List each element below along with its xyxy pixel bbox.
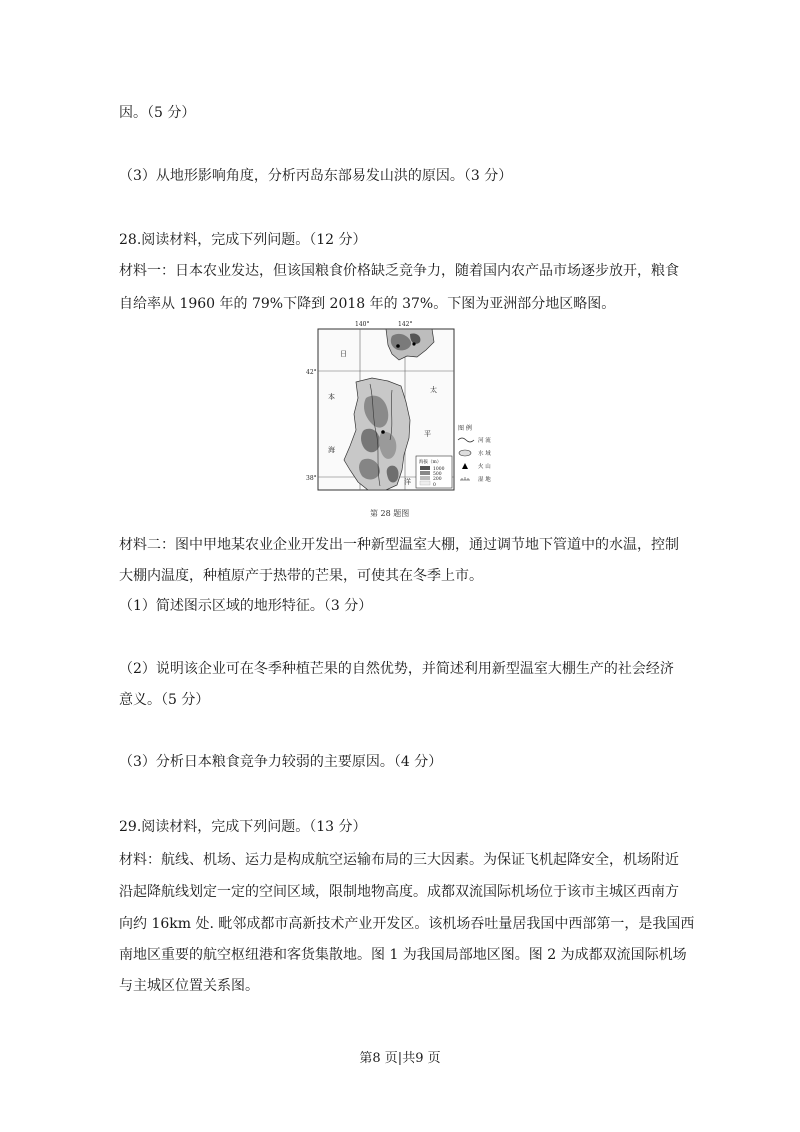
text-line: （2）说明该企业可在冬季种植芒果的自然优势，并简述利用新型温室大棚生产的社会经济 <box>119 661 674 677</box>
text-line: 意义。（5 分） <box>119 692 210 708</box>
svg-text:图 例: 图 例 <box>458 425 472 432</box>
lat-label: 42° <box>306 369 317 376</box>
lon-label: 140° <box>355 321 370 328</box>
lon-label: 142° <box>398 321 413 328</box>
text-line: 南地区重要的航空枢纽港和客货集散地。图 1 为我国局部地区图。图 2 为成都双流国际机场 <box>119 947 687 963</box>
map-figure <box>306 320 502 520</box>
sea-label: 洋 <box>404 478 411 486</box>
volcano-icon <box>462 463 468 469</box>
text-line: 29.阅读材料，完成下列问题。（13 分） <box>119 819 367 835</box>
svg-text:500: 500 <box>433 472 442 477</box>
svg-text:0: 0 <box>433 483 436 488</box>
sea-label: 海 <box>328 446 335 454</box>
text-line: 向约 16km 处. 毗邻成都市高新技术产业开发区。该机场吞吐量居我国中西部第一，是我国西 <box>119 916 695 932</box>
text-line: 大棚内温度，种植原产于热带的芒果，可使其在冬季上市。 <box>119 568 483 584</box>
sea-label: 本 <box>328 393 335 401</box>
text-line: 因。（5 分） <box>119 105 196 121</box>
text-line: （3）从地形影响角度，分析丙岛东部易发山洪的原因。（3 分） <box>119 168 513 184</box>
svg-text:火 山: 火 山 <box>478 464 491 470</box>
text-line: 材料二：图中甲地某农业企业开发出一种新型温室大棚，通过调节地下管道中的水温，控制 <box>119 537 679 553</box>
text-line: 沿起降航线划定一定的空间区域，限制地物高度。成都双流国际机场位于该市主城区西南方 <box>119 884 679 900</box>
svg-text:1000: 1000 <box>433 467 445 472</box>
svg-text:200: 200 <box>433 477 442 482</box>
lat-label: 38° <box>306 475 317 482</box>
svg-text:海拔（m）: 海拔（m） <box>419 460 442 465</box>
figure-caption: 第 28 题图 <box>370 509 410 518</box>
text-line: （3）分析日本粮食竞争力较弱的主要原因。（4 分） <box>119 754 443 770</box>
svg-text:河 流: 河 流 <box>478 438 491 444</box>
text-line: 与主城区位置关系图。 <box>119 978 259 994</box>
sea-label: 日 <box>340 350 347 358</box>
text-line: 材料：航线、机场、运力是构成航空运输布局的三大因素。为保证飞机起降安全，机场附近 <box>119 852 679 868</box>
text-line: 自给率从 1960 年的 79%下降到 2018 年的 37%。下图为亚洲部分地区略图。 <box>119 296 616 312</box>
page-number: 第8 页|共9 页 <box>359 1051 441 1066</box>
text-line: 28.阅读材料，完成下列问题。（12 分） <box>119 232 367 248</box>
text-line: 材料一：日本农业发达，但该国粮食价格缺乏竞争力，随着国内农产品市场逐步放开，粮食 <box>119 263 679 279</box>
sea-label: 平 <box>424 430 431 438</box>
wetland-icon <box>460 477 470 480</box>
text-line: （1）简述图示区域的地形特征。（3 分） <box>119 598 373 614</box>
svg-text:湿 地: 湿 地 <box>478 477 491 483</box>
water-icon <box>459 450 471 456</box>
svg-text:水 域: 水 域 <box>478 451 491 457</box>
sea-label: 太 <box>430 386 437 394</box>
map-legend <box>458 424 491 483</box>
river-icon <box>458 438 474 442</box>
